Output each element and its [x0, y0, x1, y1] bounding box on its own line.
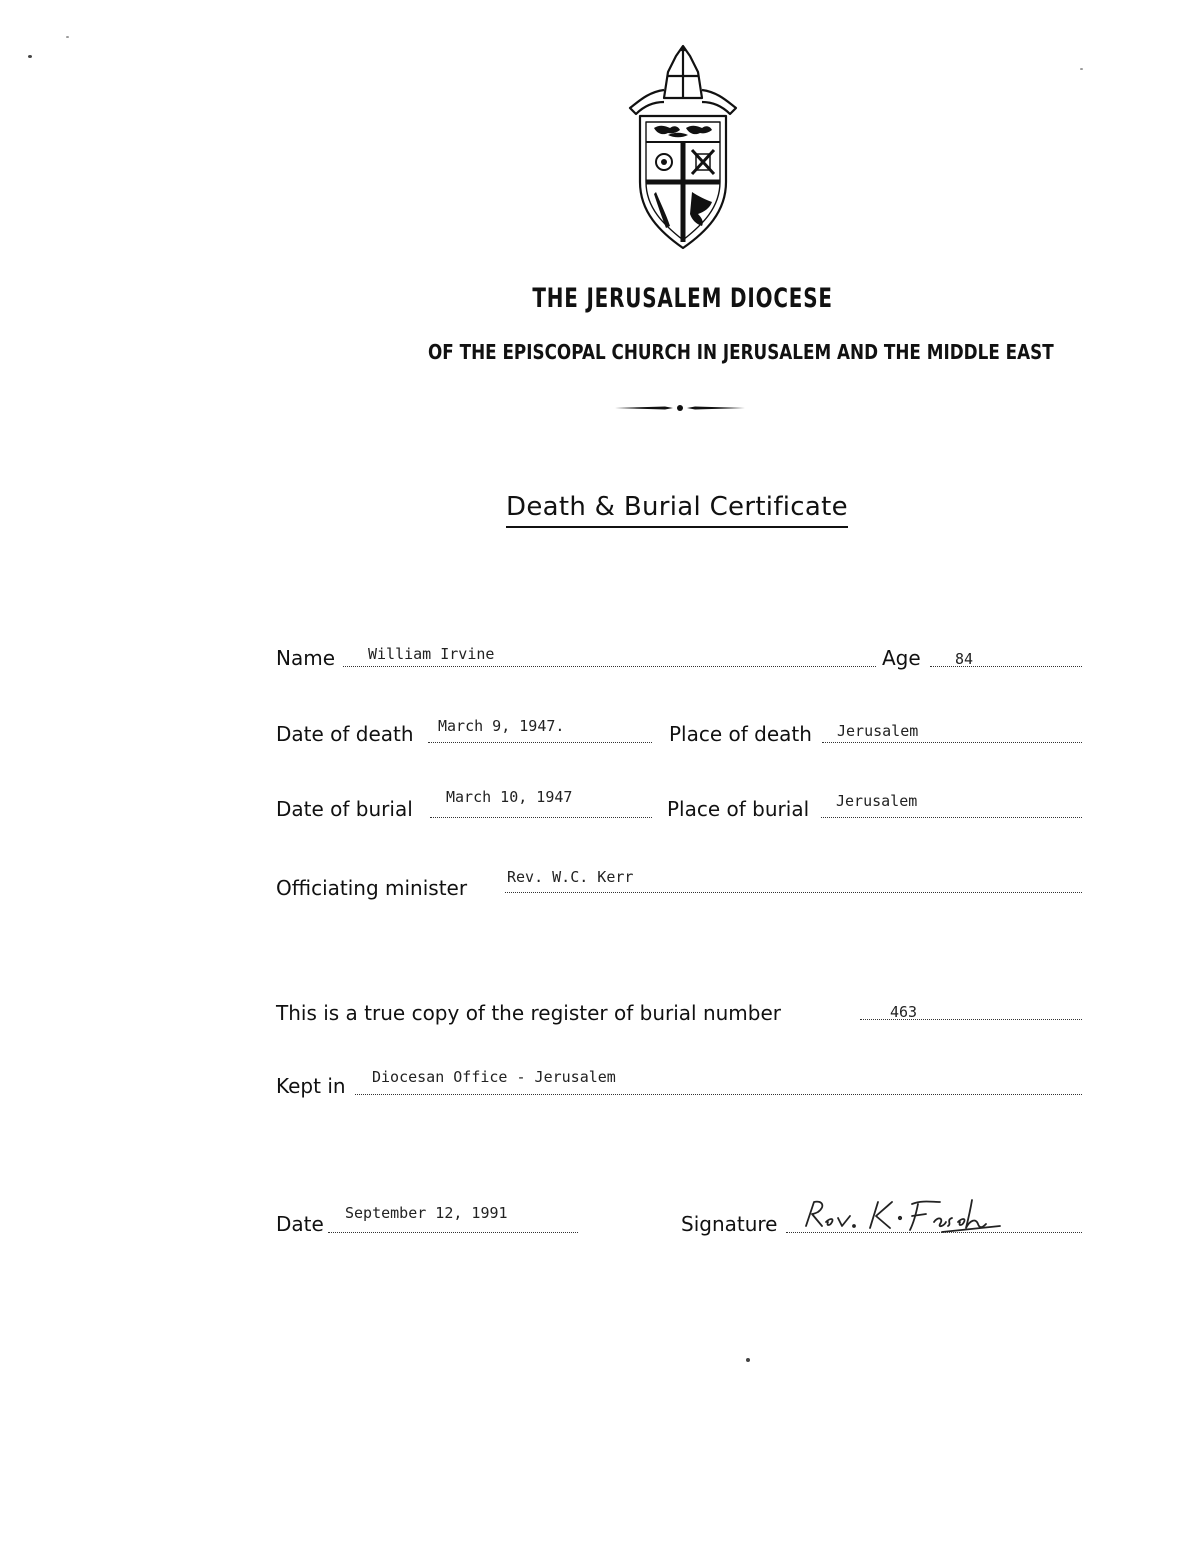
kept-in-line — [355, 1094, 1082, 1095]
scan-speck — [1080, 68, 1083, 70]
org-title: THE JERUSALEM DIOCESE — [532, 283, 833, 314]
scan-speck — [28, 55, 32, 58]
divider-ornament-icon — [615, 400, 745, 416]
place-of-death-label: Place of death — [669, 722, 812, 746]
handwritten-signature-icon — [800, 1196, 1030, 1236]
name-label: Name — [276, 646, 336, 670]
diocese-crest-icon — [618, 42, 748, 252]
kept-in-label: Kept in — [276, 1074, 346, 1098]
date-value: September 12, 1991 — [345, 1204, 508, 1222]
age-label: Age — [882, 646, 921, 670]
name-value: William Irvine — [368, 645, 495, 663]
date-line — [328, 1232, 578, 1233]
scan-speck — [66, 36, 69, 38]
date-of-death-line — [428, 742, 652, 743]
date-of-burial-line — [430, 817, 652, 818]
date-of-death-value: March 9, 1947. — [438, 717, 565, 735]
signature-label: Signature — [681, 1212, 778, 1236]
officiating-minister-value: Rev. W.C. Kerr — [507, 868, 634, 886]
date-of-burial-label: Date of burial — [276, 797, 413, 821]
date-label: Date — [276, 1212, 324, 1236]
kept-in-value: Diocesan Office - Jerusalem — [372, 1068, 616, 1086]
document-title: Death & Burial Certificate — [506, 492, 848, 528]
place-of-burial-value: Jerusalem — [836, 792, 918, 810]
place-of-burial-line — [821, 817, 1082, 818]
age-value: 84 — [955, 650, 974, 668]
scan-speck — [746, 1358, 750, 1362]
register-label: This is a true copy of the register of burial number — [276, 1001, 782, 1025]
place-of-burial-label: Place of burial — [667, 797, 810, 821]
officiating-minister-line — [505, 892, 1082, 893]
place-of-death-value: Jerusalem — [837, 722, 919, 740]
place-of-death-line — [822, 742, 1082, 743]
age-line — [930, 666, 1082, 667]
name-line — [343, 666, 876, 667]
date-of-burial-value: March 10, 1947 — [446, 788, 573, 806]
officiating-minister-label: Officiating minister — [276, 876, 468, 900]
org-subtitle: OF THE EPISCOPAL CHURCH IN JERUSALEM AND THE MIDDLE EAST — [428, 340, 1054, 364]
date-of-death-label: Date of death — [276, 722, 414, 746]
register-value: 463 — [890, 1003, 918, 1021]
